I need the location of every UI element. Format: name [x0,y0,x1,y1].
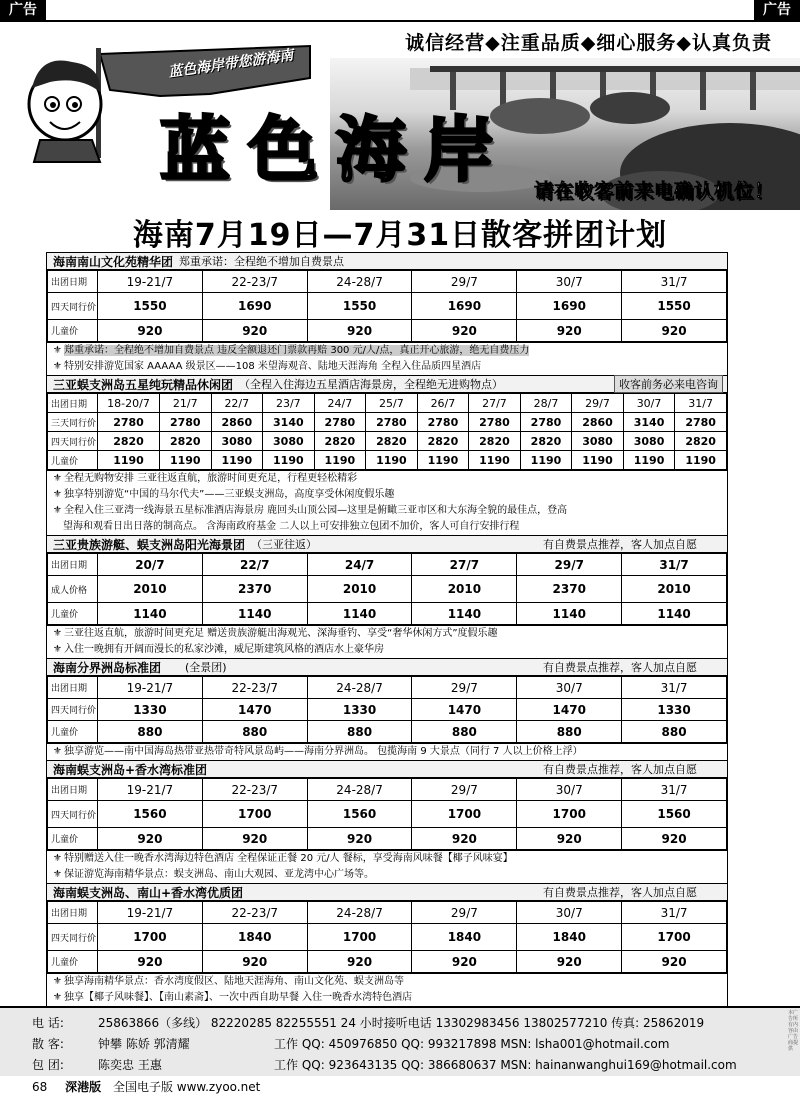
note-line: ⚜ 保证游览海南精华景点：蜈支洲岛、南山大观园、亚龙湾中心广场等。 [47,867,727,883]
section-header [47,761,727,778]
note-line: ⚜ 独享特别游览“中国的马尔代夫”——三亚蜈支洲岛，高度享受休闲度假乐趣 [47,487,727,503]
note-line: ⚜ 郑重承诺：全程绝不增加自费景点 违反全额退还门票款再赔 300 元/人/点，真正开心旅游，绝无自费压力 [47,343,727,359]
note-line: ⚜ 独享【椰子风味餐】、【南山素斋】、一次中西自助早餐 入住一晚香水湾特色酒店 [47,990,727,1006]
table-row: 儿童价 920 920 920 920 920 920 [48,951,727,973]
section-title: 三亚贵族游艇、蜈支洲岛阳光海景团 [53,537,246,552]
bullet-icon: ⚜ [53,992,62,1003]
ad-tag-left: 广告 [0,0,46,20]
ad-tag-right: 广告 [754,0,800,20]
section-remark: 有自费景点推荐，客人加点自愿 [543,661,697,674]
section-subtitle: 郑重承诺：全程绝不增加自费景点 [179,255,345,268]
retail-staff: 钟攀 陈娇 郭清耀 [98,1037,190,1051]
page-footer [32,1078,260,1095]
price-table [47,778,727,850]
table-row: 出团日期 20/7 22/7 24/7 27/7 29/7 31/7 [48,554,727,576]
section-subtitle: （全程入住海边五星酒店海景房，全程绝无进购物点） [239,378,504,391]
section-header [47,659,727,676]
confirm-notice: 请在收客前来电确认机位！ [533,180,774,202]
section-notes [47,850,727,883]
note-line: ⚜ 三亚往返直航，旅游时间更充足 赠送贵族游艇出海观光、深海垂钓、享受“奢华休闲方式”度假乐趣 [47,626,727,642]
table-row: 儿童价 1140 1140 1140 1140 1140 1140 [48,603,727,625]
price-table [47,676,727,743]
price-table [47,393,727,470]
note-line: ⚜ 特别安排游览国家 AAAAA 级景区——108 米望海观音、陆地天涯海角 全程入住品质四星酒店 [47,359,727,375]
section-subtitle: （三亚往返） [251,538,318,551]
section-remark: 有自费景点推荐，客人加点自愿 [543,886,697,899]
section-header [47,884,727,901]
table-row: 四天同行价 1700 1840 1700 1840 1840 1700 [48,924,727,951]
table-row: 出团日期 18-20/7 21/7 22/7 23/7 24/7 25/7 26/7 27/7 28/7 29/7 30/7 31/7 [48,394,727,413]
table-row: 出团日期 19-21/7 22-23/7 24-28/7 29/7 30/7 31/7 [48,677,727,699]
section-notes [47,625,727,658]
tour-section [47,883,727,1006]
note-line: 望海和观看日出日落的制高点。 含海南政府基金 二人以上可安排独立包团不加价，客人可自行安排行程 [63,521,520,532]
tour-section [47,253,727,375]
bullet-icon: ⚜ [53,345,62,356]
bullet-icon: ⚜ [53,505,62,516]
table-row: 四天同行价 2820 2820 3080 3080 2820 2820 2820 2820 2820 3080 3080 2820 [48,432,727,451]
section-notes [47,470,727,535]
table-row: 出团日期 19-21/7 22-23/7 24-28/7 29/7 30/7 31/7 [48,271,727,293]
section-header [47,376,727,393]
section-notes [47,743,727,760]
brand-logo: 蓝色海岸 [160,108,512,191]
note-line: ⚜ 特别赠送入住一晚香水湾海边特色酒店 全程保证正餐 20 元/人 餐标，享受海南风味餐【椰子风味宴】 [47,851,727,867]
price-table [47,901,727,973]
bullet-icon: ⚜ [53,361,62,372]
note-line: ⚜ 全程无购物安排 三亚往返直航，旅游时间更充足，行程更轻松精彩 [47,471,727,487]
section-notes [47,342,727,375]
section-title: 海南蜈支洲岛+香水湾标准团 [53,762,208,777]
table-row: 出团日期 19-21/7 22-23/7 24-28/7 29/7 30/7 31/7 [48,902,727,924]
consult-notice: 收客前务必来电咨询 [614,375,723,393]
site-link[interactable]: 全国电子版 www.zyoo.net [112,1080,261,1094]
section-header [47,253,727,270]
table-row: 儿童价 920 920 920 920 920 920 [48,828,727,850]
side-note: 本广告所有内容由广告商提供 [788,1010,799,1052]
note-line: ⚜ 独享海南精华景点：香水湾度假区、陆地天涯海角、南山文化苑、蜈支洲岛等 [47,974,727,990]
tour-section [47,535,727,658]
tour-section [47,760,727,883]
section-remark: 有自费景点推荐，客人加点自愿 [543,763,697,776]
section-title: 海南蜈支洲岛、南山+香水湾优质团 [53,885,244,900]
slogan: 诚信经营◆注重品质◆细心服务◆认真负责 [405,32,772,54]
bullet-icon: ⚜ [53,489,62,500]
group-im: 工作 QQ: 923643135 QQ: 386680637 MSN: hainanwanghui169@hotmail.com [274,1058,737,1072]
price-table [47,553,727,625]
bullet-icon: ⚜ [53,473,62,484]
section-title: 海南南山文化苑精华团 [53,254,174,269]
section-remark: 有自费景点推荐，客人加点自愿 [543,538,697,551]
table-row: 成人价格 2010 2370 2010 2010 2370 2010 [48,576,727,603]
retail-im: 工作 QQ: 450976850 QQ: 993217898 MSN: lsha001@hotmail.com [274,1037,670,1051]
bullet-icon: ⚜ [53,976,62,987]
table-row: 儿童价 1190 1190 1190 1190 1190 1190 1190 1190 1190 1190 1190 1190 [48,451,727,470]
bullet-icon: ⚜ [53,628,62,639]
edition: 深港版 [65,1080,102,1094]
table-row: 四天同行价 1560 1700 1560 1700 1700 1560 [48,801,727,828]
tour-section [47,375,727,535]
phone-numbers: 25863866（多线） 82220285 82255551 24 小时接听电话 13302983456 13802577210 传真: 25862019 [98,1016,705,1030]
section-header [47,536,727,553]
table-row: 出团日期 19-21/7 22-23/7 24-28/7 29/7 30/7 31/7 [48,779,727,801]
note-line: ⚜ 入住一晚拥有开阔而漫长的私家沙滩，威尼斯建筑风格的酒店水上豪华房 [47,642,727,658]
table-row: 三天同行价 2780 2780 2860 3140 2780 2780 2780 2780 2780 2860 3140 2780 [48,413,727,432]
section-notes [47,973,727,1006]
group-staff: 陈奕忠 王惠 [98,1058,162,1072]
banner [0,22,800,210]
table-row: 儿童价 880 880 880 880 880 880 [48,721,727,743]
table-row: 儿童价 920 920 920 920 920 920 [48,320,727,342]
tour-section [47,658,727,760]
table-row: 四天同行价 1550 1690 1550 1690 1690 1550 [48,293,727,320]
contact-panel: 电 话: 25863866（多线） 82220285 82255551 24 小时接听电话 13302983456 13802577210 传真: 25862019 散 客: 钟攀 陈娇 郭清耀 工作 QQ: 450976850 QQ: 993217898 MSN: lsha001@hotmail.com 包 团: 陈奕忠 王惠 工作 QQ: 923643135 QQ: 386680637 MSN: hainanwanghui169@hotmail.com [0,1006,800,1076]
page-title: 海南7月19日—7月31日散客拼团计划 [132,218,668,253]
bullet-icon: ⚜ [53,869,62,880]
section-subtitle: (全景团) [185,661,227,674]
bullet-icon: ⚜ [53,853,62,864]
bullet-icon: ⚜ [53,746,62,757]
section-title: 三亚蜈支洲岛五星纯玩精品休闲团 [53,377,234,392]
table-row: 四天同行价 1330 1470 1330 1470 1470 1330 [48,699,727,721]
bullet-icon: ⚜ [53,644,62,655]
page-number: 68 [32,1080,48,1094]
note-line: ⚜ 独享游览——南中国海岛热带亚热带奇特风景岛屿——海南分界洲岛。 包揽海南 9 大景点（同行 7 人以上价格上浮） [47,744,727,760]
price-table [47,270,727,342]
section-title: 海南分界洲岛标准团 [53,660,162,675]
flag-slogan: 蓝色海岸带您游海南 [167,47,295,81]
note-line: ⚜ 全程入住三亚湾一线海景五星标准酒店海景房 鹿回头山顶公园—这里是俯瞰三亚市区和大东海全貌的最佳点，登高 [47,503,727,519]
tour-schedule [46,252,728,1007]
